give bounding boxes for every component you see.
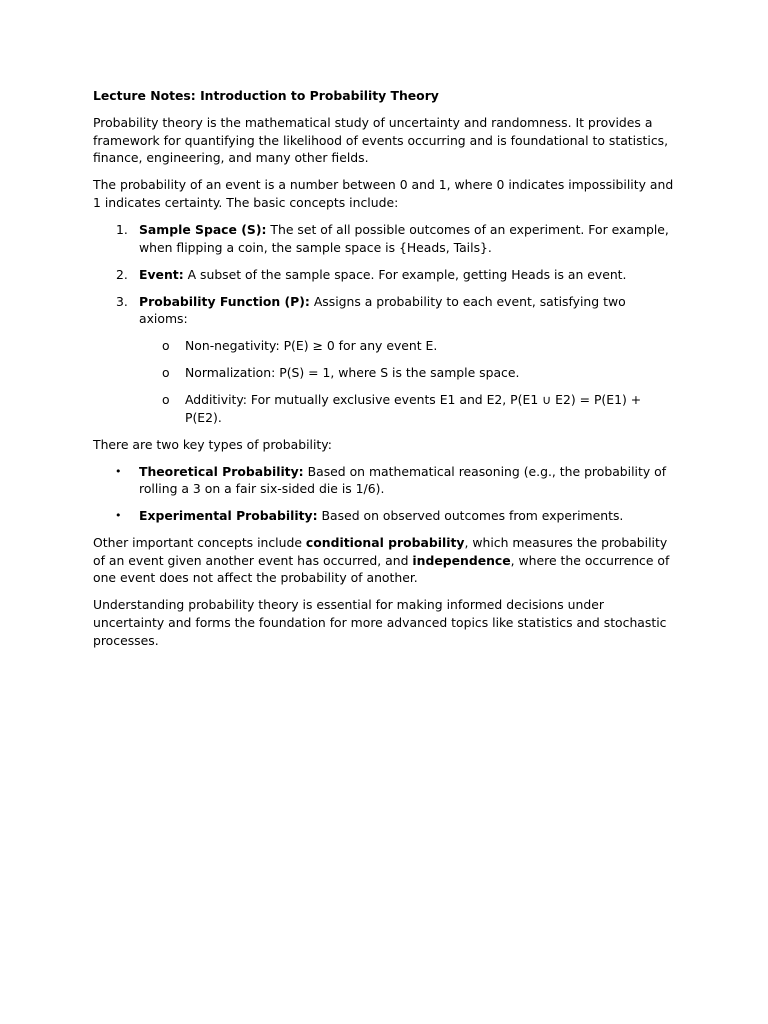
other-text-3: , where the occurrence of one event does not affect the probability of another. bbox=[93, 552, 670, 586]
concept-text: Assigns a probability to each event, satisfying two axioms: bbox=[139, 293, 626, 327]
concept-item-probability-function bbox=[93, 293, 676, 328]
axiom-item-additivity bbox=[93, 391, 676, 426]
concept-term: Event: bbox=[139, 266, 184, 282]
axiom-item-normalization bbox=[93, 364, 676, 382]
concept-item-event bbox=[93, 266, 676, 284]
sub-bullet-marker: o bbox=[162, 365, 170, 381]
type-term: Experimental Probability: bbox=[139, 508, 318, 524]
basics-intro-paragraph: The probability of an event is a number between 0 and 1, where 0 indicates impossibility and 1 indicates certainty. The basic concepts include: bbox=[93, 177, 674, 210]
type-term: Theoretical Probability: bbox=[139, 463, 304, 479]
type-text: Based on observed outcomes from experiments. bbox=[317, 508, 624, 524]
list-number: 2. bbox=[116, 266, 128, 282]
type-text: Based on mathematical reasoning (e.g., the probability of rolling a 3 on a fair six-sided die is 1/6). bbox=[139, 463, 667, 497]
conditional-probability-term: conditional probability bbox=[305, 535, 465, 551]
type-item-experimental bbox=[93, 507, 676, 525]
concept-term: Probability Function (P): bbox=[139, 293, 310, 309]
intro-paragraph: Probability theory is the mathematical study of uncertainty and randomness. It provides a framework for quantifying the likelihood of events occurring and is foundational to statistics, finance, engineering, and many other fields. bbox=[93, 115, 669, 166]
axiom-text: Normalization: P(S) = 1, where S is the sample space. bbox=[185, 365, 520, 381]
concept-text: A subset of the sample space. For example, getting Heads is an event. bbox=[183, 266, 627, 282]
concept-item-sample-space bbox=[93, 221, 676, 256]
type-item-theoretical bbox=[93, 463, 676, 498]
other-concepts-paragraph bbox=[93, 534, 676, 587]
concept-text: The set of all possible outcomes of an experiment. For example, when flipping a coin, the sample space is {Heads, Tails}. bbox=[139, 221, 669, 255]
list-number: 3. bbox=[116, 293, 128, 309]
list-number: 1. bbox=[116, 221, 128, 237]
axiom-text: Additivity: For mutually exclusive events E1 and E2, P(E1 ∪ E2) = P(E1) + P(E2). bbox=[185, 392, 642, 425]
conclusion-paragraph: Understanding probability theory is essential for making informed decisions under uncertainty and forms the foundation for more advanced topics like statistics and stochastic processes. bbox=[93, 597, 667, 648]
independence-term: independence bbox=[412, 552, 511, 568]
document-title: Lecture Notes: Introduction to Probability Theory bbox=[93, 88, 439, 103]
bullet-marker: • bbox=[115, 464, 122, 478]
sub-bullet-marker: o bbox=[162, 338, 170, 354]
concept-term: Sample Space (S): bbox=[139, 221, 267, 237]
axiom-item-non-negativity bbox=[93, 337, 676, 355]
other-text-1: Other important concepts include bbox=[93, 535, 306, 551]
axiom-text: Non-negativity: P(E) ≥ 0 for any event E. bbox=[185, 338, 438, 354]
sub-bullet-marker: o bbox=[162, 392, 170, 408]
other-text-2: , which measures the probability of an event given another event has occurred, and bbox=[93, 535, 668, 568]
bullet-marker: • bbox=[115, 509, 122, 523]
types-intro-paragraph: There are two key types of probability: bbox=[93, 436, 332, 452]
